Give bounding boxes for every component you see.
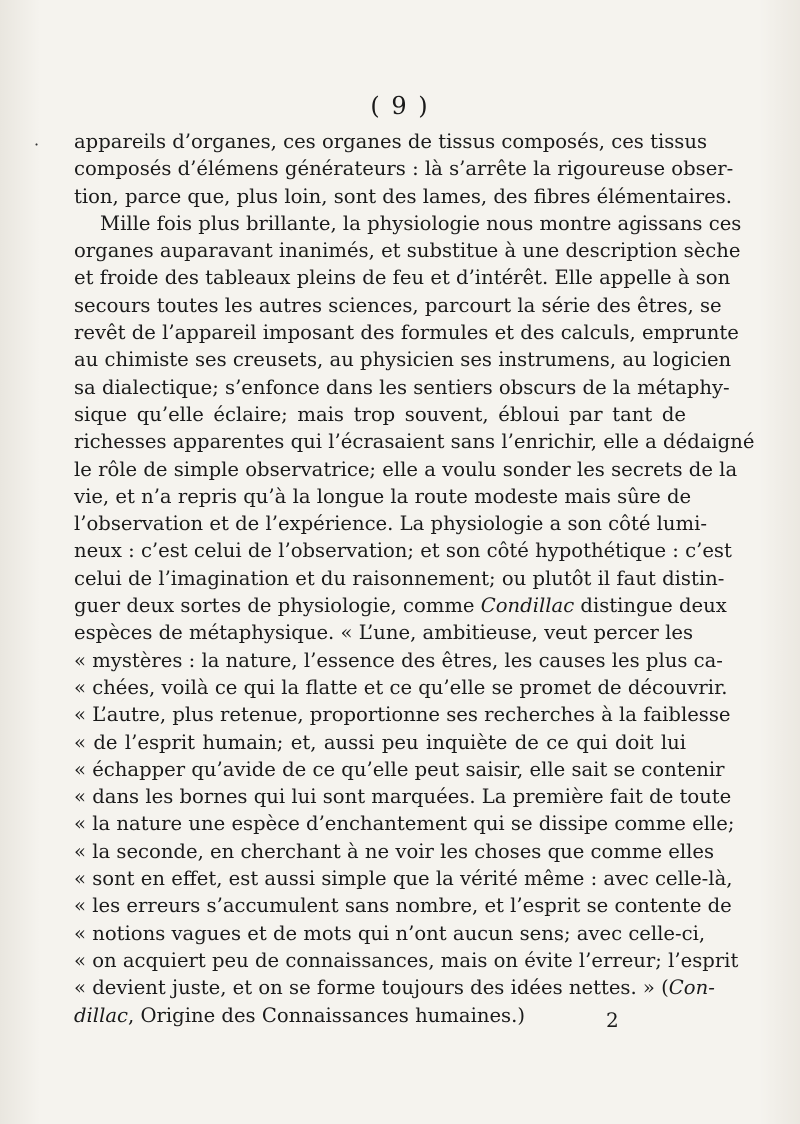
text-line: sique qu’elle éclaire; mais trop souvent, ébloui par tant de — [74, 402, 686, 426]
text-line: l’observation et de l’expérience. La physiologie a son côté lumi- — [74, 512, 707, 536]
text-line: composés d’élémens générateurs : là s’arrête la rigoureuse obser- — [74, 157, 734, 181]
quoted-line: « la nature une espèce d’enchantement qui se dissipe comme elle; — [74, 812, 735, 836]
text-line: au chimiste ses creusets, au physicien ses instrumens, au logicien — [74, 348, 732, 372]
quoted-line: « les erreurs s’accumulent sans nombre, et l’esprit se contente de — [74, 894, 732, 918]
quoted-line: « échapper qu’avide de ce qu’elle peut saisir, elle sait se contenir — [74, 757, 725, 781]
text-line: secours toutes les autres sciences, parcourt la série des êtres, se — [74, 293, 722, 317]
author-name: Condillac — [480, 594, 575, 618]
author-name: Con- — [668, 976, 715, 1000]
paragraph-2 — [74, 210, 755, 1029]
text-line: guer deux sortes de physiologie, comme Condillac distingue deux — [74, 594, 727, 618]
text-line: celui de l’imagination et du raisonnement; ou plutôt il faut distin- — [74, 566, 725, 590]
quoted-line: « chées, voilà ce qui la flatte et ce qu’elle se promet de découvrir. — [74, 675, 728, 699]
text-line: richesses apparentes qui l’écrasaient sans l’enrichir, elle a dédaigné — [74, 430, 755, 454]
author-name: dillac — [74, 1003, 128, 1027]
quoted-line: « notions vagues et de mots qui n’ont aucun sens; avec celle-ci, — [74, 921, 706, 945]
text-line: sa dialectique; s’enfonce dans les sentiers obscurs de la métaphy- — [74, 375, 730, 399]
text-line: espèces de métaphysique. « L’une, ambitieuse, veut percer les — [74, 621, 694, 645]
text-line: organes auparavant inanimés, et substitue à une description sèche — [74, 239, 741, 263]
quoted-line: « L’autre, plus retenue, proportionne ses recherches à la faiblesse — [74, 703, 731, 727]
text-line: appareils d’organes, ces organes de tissus composés, ces tissus — [74, 130, 707, 153]
quoted-line: « sont en effet, est aussi simple que la vérité même : avec celle-là, — [74, 867, 733, 891]
quoted-line: « mystères : la nature, l’essence des êtres, les causes les plus ca- — [74, 648, 723, 672]
quoted-line: « de l’esprit humain; et, aussi peu inquiète de ce qui doit lui — [74, 730, 686, 754]
text-line: le rôle de simple observatrice; elle a voulu sonder les secrets de la — [74, 457, 738, 481]
body-text — [74, 128, 755, 1029]
text-line: et froide des tableaux pleins de feu et d’intérêt. Elle appelle à son — [74, 266, 731, 290]
quoted-line: « la seconde, en cherchant à ne voir les choses que comme elles — [74, 839, 715, 863]
text-line: tion, parce que, plus loin, sont des lames, des fibres élémentaires. — [74, 184, 732, 208]
page-number: ( 9 ) — [370, 92, 430, 120]
signature-mark: 2 — [606, 1008, 619, 1032]
text-line: vie, et n’a repris qu’à la longue la route modeste mais sûre de — [74, 484, 692, 508]
margin-mark: · — [34, 135, 40, 154]
quoted-line: « on acquiert peu de connaissances, mais on évite l’erreur; l’esprit — [74, 948, 739, 972]
quoted-line: « devient juste, et on se forme toujours des idées nettes. » (Con- — [74, 976, 715, 1000]
quoted-line: « dans les bornes qui lui sont marquées. La première fait de toute — [74, 785, 732, 809]
text-line: neux : c’est celui de l’observation; et son côté hypothétique : c’est — [74, 539, 732, 563]
paragraph-1 — [74, 128, 734, 210]
text-line: Mille fois plus brillante, la physiologie nous montre agissans ces — [100, 211, 742, 235]
citation-line: dillac, Origine des Connaissances humaines.) — [74, 1003, 525, 1027]
text-line: revêt de l’appareil imposant des formules et des calculs, emprunte — [74, 321, 739, 345]
